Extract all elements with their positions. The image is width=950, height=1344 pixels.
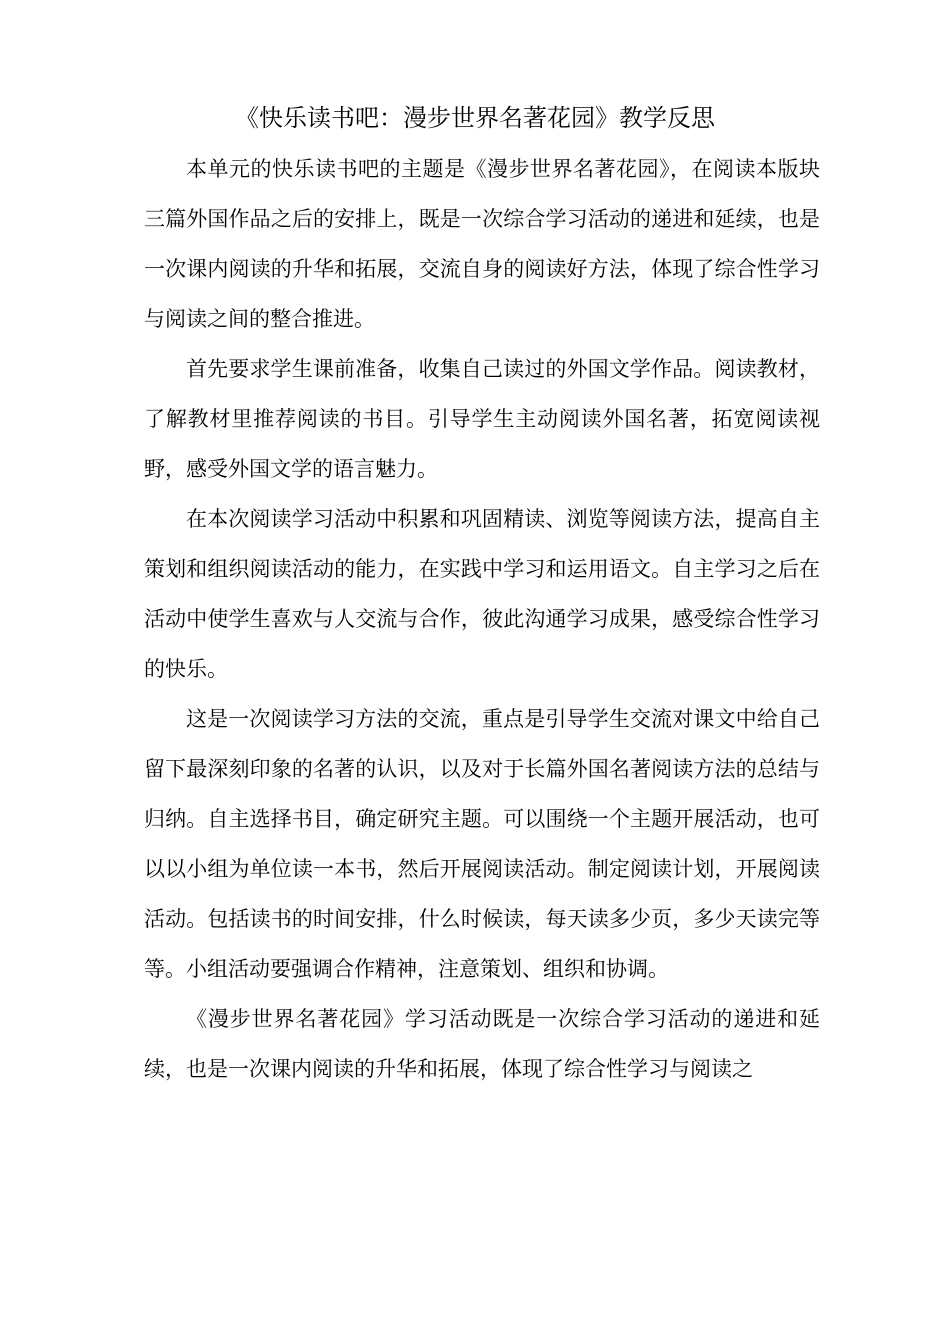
paragraph-4: 这是一次阅读学习方法的交流，重点是引导学生交流对课文中给自己留下最深刻印象的名著的认识，以及对于长篇外国名著阅读方法的总结与归纳。自主选择书目，确定研究主题。可以围绕一个主题开展活动，也可以以小组为单位读一本书，然后开展阅读活动。制定阅读计划，开展阅读活动。包括读书的时间安排，什么时候读，每天读多少页，多少天读完等等。小组活动要强调合作精神，注意策划、组织和协调。 (144, 707, 820, 981)
document-body (144, 144, 820, 1094)
paragraph-1: 本单元的快乐读书吧的主题是《漫步世界名著花园》，在阅读本版块三篇外国作品之后的安排上，既是一次综合学习活动的递进和延续，也是一次课内阅读的升华和拓展，交流自身的阅读好方法，体现了综合性学习与阅读之间的整合推进。 (144, 157, 820, 331)
paragraph-5: 《漫步世界名著花园》学习活动既是一次综合学习活动的递进和延续，也是一次课内阅读的升华和拓展，体现了综合性学习与阅读之 (144, 1007, 820, 1081)
document-title: 《快乐读书吧：漫步世界名著花园》教学反思 (235, 104, 715, 132)
paragraph-3: 在本次阅读学习活动中积累和巩固精读、浏览等阅读方法，提高自主策划和组织阅读活动的能力，在实践中学习和运用语文。自主学习之后在活动中使学生喜欢与人交流与合作，彼此沟通学习成果，感受综合性学习的快乐。 (144, 507, 820, 681)
paragraph-2: 首先要求学生课前准备，收集自己读过的外国文学作品。阅读教材，了解教材里推荐阅读的书目。引导学生主动阅读外国名著，拓宽阅读视野，感受外国文学的语言魅力。 (144, 357, 820, 481)
